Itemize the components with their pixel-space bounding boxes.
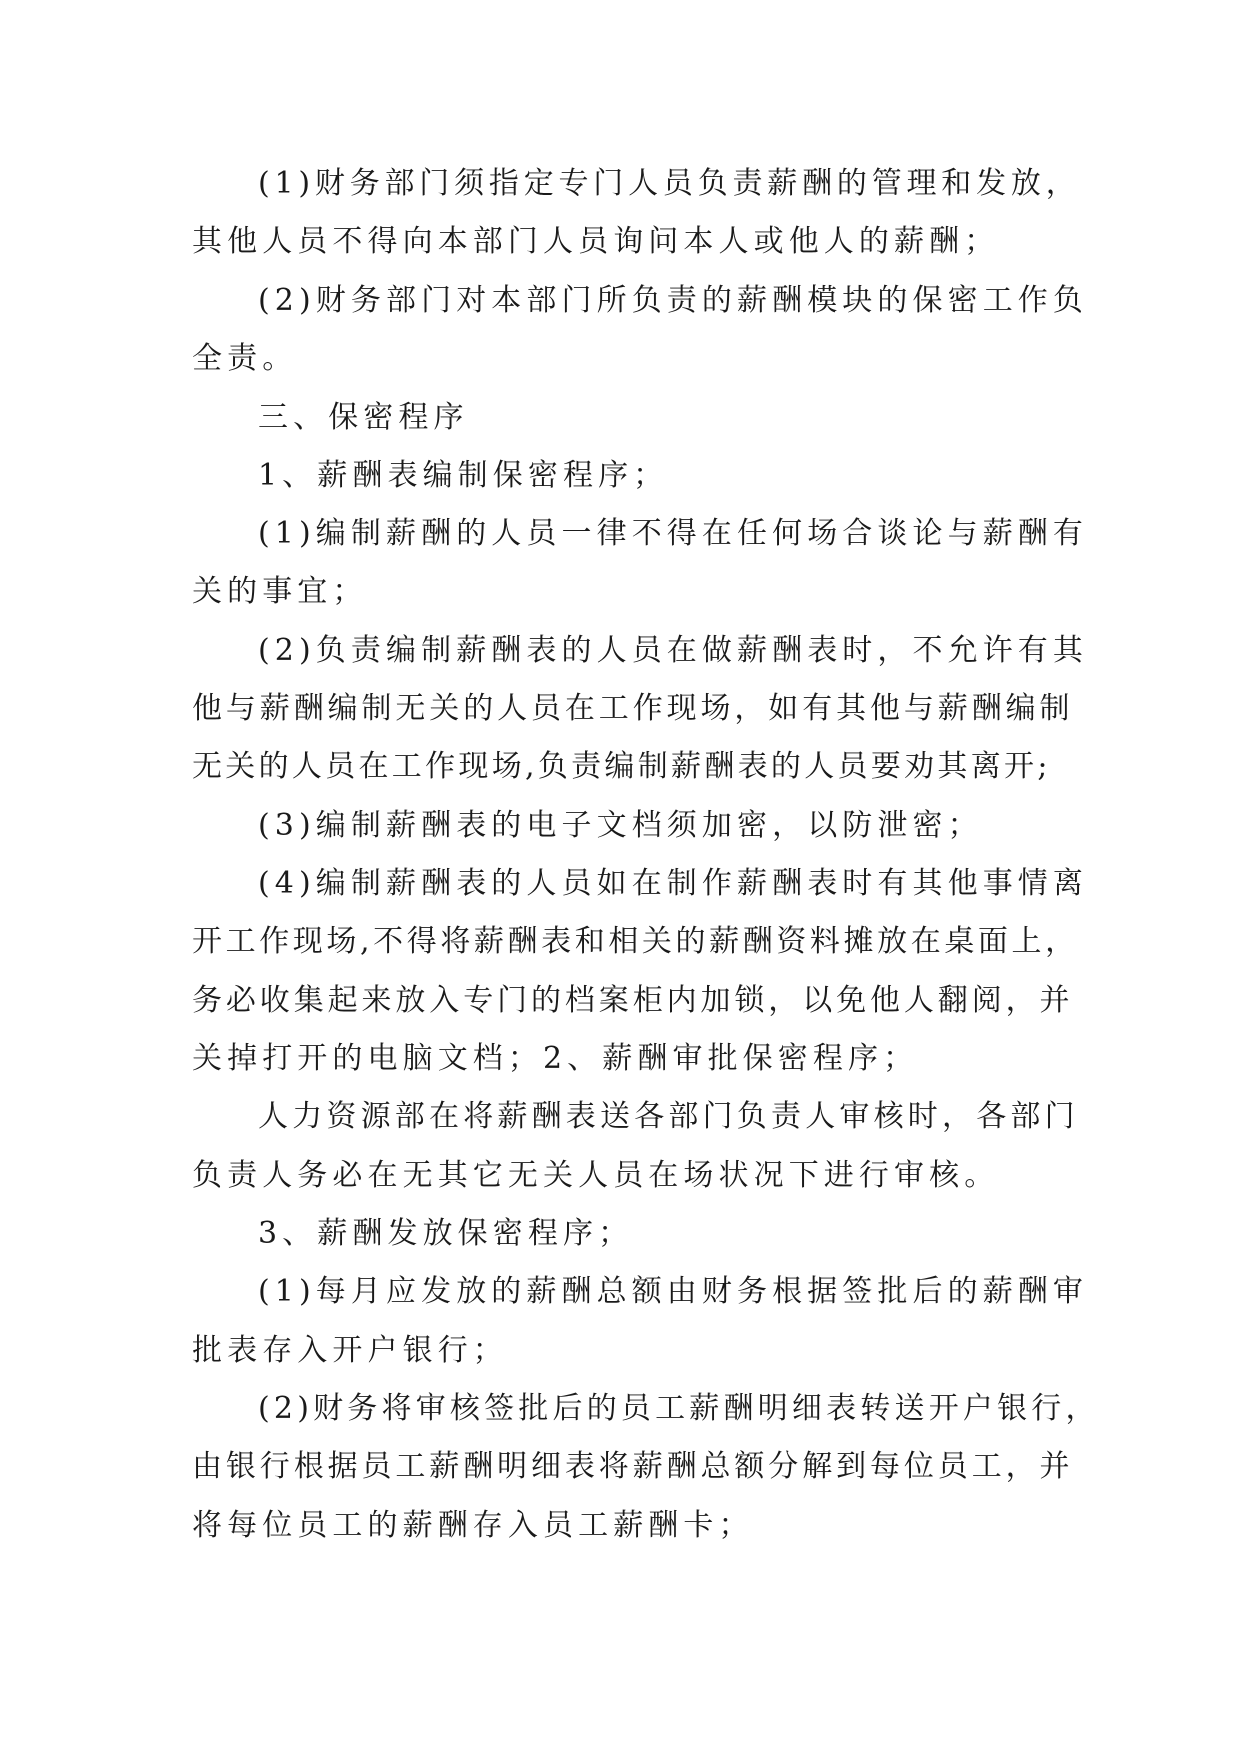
- text-line: 由银行根据员工薪酬明细表将薪酬总额分解到每位员工，并: [192, 1449, 1074, 1484]
- text-line: 人力资源部在将薪酬表送各部门负责人审核时，各部门: [258, 1099, 1079, 1134]
- text-line: (4)编制薪酬表的人员如在制作薪酬表时有其他事情离: [258, 866, 1088, 901]
- text-line: 批表存入开户银行；: [192, 1333, 508, 1368]
- text-line: (3)编制薪酬表的电子文档须加密，以防泄密；: [258, 808, 983, 843]
- text-line: (2)财务部门对本部门所负责的薪酬模块的保密工作负: [258, 283, 1088, 318]
- text-line: (1)每月应发放的薪酬总额由财务根据签批后的薪酬审: [258, 1274, 1088, 1309]
- text-line: 他与薪酬编制无关的人员在工作现场，如有其他与薪酬编制: [192, 691, 1074, 726]
- text-line: 其他人员不得向本部门人员询问本人或他人的薪酬；: [192, 224, 1000, 259]
- text-line: 全责。: [192, 341, 298, 376]
- text-line: 务必收集起来放入专门的档案柜内加锁，以免他人翻阅，并: [192, 983, 1074, 1018]
- text-line: 开工作现场,不得将薪酬表和相关的薪酬资料摊放在桌面上，: [192, 924, 1079, 959]
- text-line: 将每位员工的薪酬存入员工薪酬卡；: [192, 1508, 754, 1543]
- subsection-heading: 3、薪酬发放保密程序；: [258, 1216, 634, 1251]
- text-line: (1)编制薪酬的人员一律不得在任何场合谈论与薪酬有: [258, 516, 1088, 551]
- subsection-heading: 1、薪酬表编制保密程序；: [258, 458, 669, 493]
- text-line: 关掉打开的电脑文档；2、薪酬审批保密程序；: [192, 1041, 919, 1076]
- text-line: 关的事宜；: [192, 574, 368, 609]
- text-line: (1)财务部门须指定专门人员负责薪酬的管理和发放，: [258, 166, 1081, 201]
- text-line: (2)财务将审核签批后的员工薪酬明细表转送开户银行，: [258, 1391, 1100, 1426]
- section-heading: 三、保密程序: [258, 400, 469, 435]
- text-line: 无关的人员在工作现场,负责编制薪酬表的人员要劝其离开;: [192, 749, 1051, 784]
- text-line: (2)负责编制薪酬表的人员在做薪酬表时，不允许有其: [258, 633, 1088, 668]
- text-line: 负责人务必在无其它无关人员在场状况下进行审核。: [192, 1158, 1000, 1193]
